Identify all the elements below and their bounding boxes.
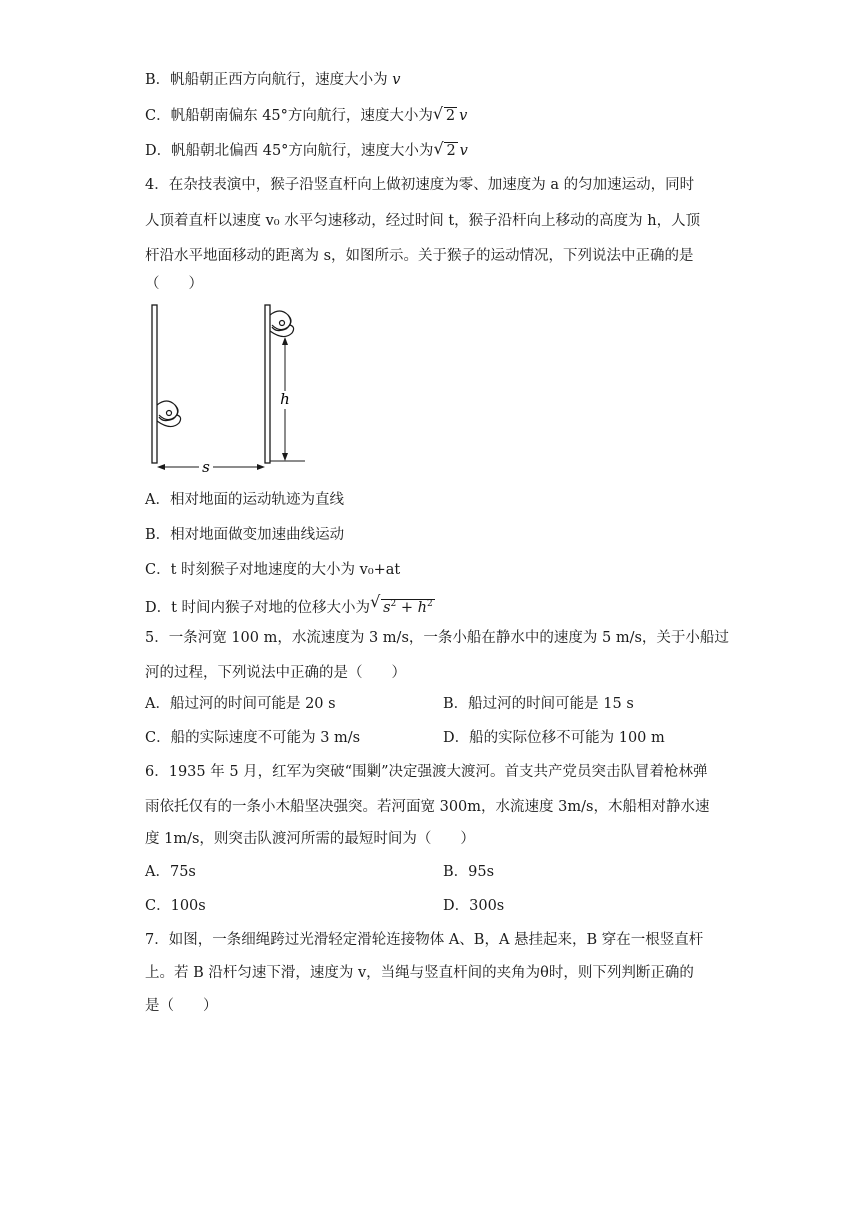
q4-option-a: A．相对地面的运动轨迹为直线 xyxy=(145,492,344,508)
monkey-pole-figure xyxy=(145,303,315,478)
q3-option-d: D．帆船朝北偏西 45°方向航行，速度大小为 √ 2 v xyxy=(145,139,468,159)
q5-option-a: A．船过河的时间可能是 20 s xyxy=(145,696,336,712)
h-arrow-up xyxy=(282,337,288,345)
q6-stem-line3: 度 1m/s，则突击队渡河所需的最短时间为（ ） xyxy=(145,831,475,847)
sqrt-symbol: √ 2 xyxy=(432,104,456,124)
q4-stem-line1: 4．在杂技表演中，猴子沿竖直杆向上做初速度为零、加速度为 a 的匀加速运动，同时 xyxy=(145,177,695,193)
right-pole xyxy=(265,305,270,463)
q6-option-a: A．75s xyxy=(145,864,196,880)
q4-option-c: C．t 时刻猴子对地速度的大小为 v₀+at xyxy=(145,562,401,578)
q6-stem-line2: 雨依托仅有的一条小木船坚决强突。若河面宽 300m，水流速度 3m/s，木船相对静水速 xyxy=(145,799,710,815)
q7-stem-line2: 上。若 B 沿杆匀速下滑，速度为 v，当绳与竖直杆间的夹角为θ时，则下列判断正确的 xyxy=(145,965,694,981)
h-arrow-down xyxy=(282,453,288,461)
monkey-bottom-icon xyxy=(157,401,181,427)
q6-option-b: B．95s xyxy=(443,864,495,880)
q3-option-c: C．帆船朝南偏东 45°方向航行，速度大小为 √ 2 v xyxy=(145,104,468,124)
q4-option-b: B．相对地面做变加速曲线运动 xyxy=(145,527,345,543)
q5-option-b: B．船过河的时间可能是 15 s xyxy=(443,696,634,712)
q5-option-d: D．船的实际位移不可能为 100 m xyxy=(443,730,665,746)
q6-stem-line1: 6．1935 年 5 月，红军为突破“围剿”决定强渡大渡河。首支共产党员突击队冒着枪林弹 xyxy=(145,764,708,780)
q6-option-c: C．100s xyxy=(145,898,206,914)
q6-option-d: D．300s xyxy=(443,898,505,914)
q5-stem-line2: 河的过程，下列说法中正确的是（ ） xyxy=(145,665,406,681)
q7-stem-line3: 是（ ） xyxy=(145,998,218,1014)
monkey-top-icon xyxy=(270,311,294,337)
q3-option-b: B．帆船朝正西方向航行，速度大小为 v xyxy=(145,72,401,88)
q4-stem-line3: 杆沿水平地面移动的距离为 s，如图所示。关于猴子的运动情况，下列说法中正确的是 xyxy=(145,248,694,264)
q4-answer-paren: （ ） xyxy=(145,276,203,292)
q7-stem-line1: 7．如图，一条细绳跨过光滑轻定滑轮连接物体 A、B，A 悬挂起来，B 穿在一根竖直杆 xyxy=(145,932,704,948)
left-pole xyxy=(152,305,157,463)
q4-stem-line2: 人顶着直杆以速度 v₀ 水平匀速移动，经过时间 t，猴子沿杆向上移动的高度为 h，人顶 xyxy=(145,213,701,229)
s-arrow-left xyxy=(157,464,165,470)
q5-option-c: C．船的实际速度不可能为 3 m/s xyxy=(145,730,361,746)
s-arrow-right xyxy=(257,464,265,470)
sqrt-expression: √ $s^2 + h^2$ xyxy=(370,592,433,616)
s-label: s xyxy=(202,458,210,476)
sqrt-symbol: √ 2 xyxy=(433,139,456,159)
h-label: h xyxy=(280,390,290,408)
q4-option-d: D．t 时间内猴子对地的位移大小为 √ $s^2 + h^2$ xyxy=(145,592,433,616)
q5-stem-line1: 5．一条河宽 100 m，水流速度为 3 m/s，一条小船在静水中的速度为 5 m/s，关于小船过 xyxy=(145,630,729,646)
